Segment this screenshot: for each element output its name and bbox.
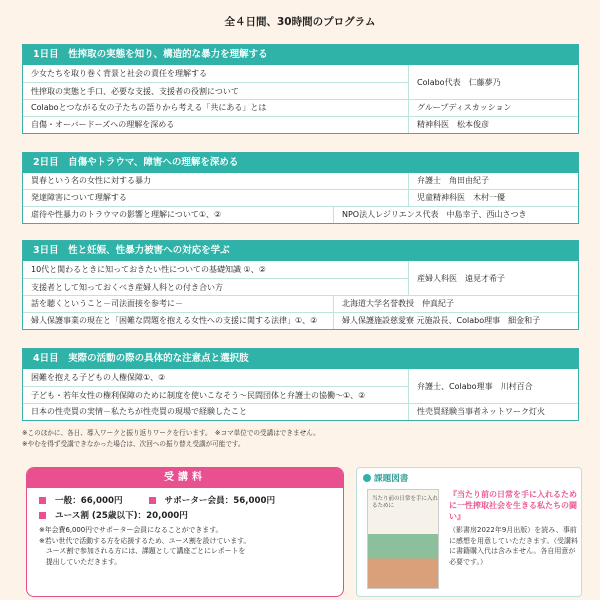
day-4-heading: 4日目 実際の活動の際の具体的な注意点と選択肢 — [23, 349, 578, 369]
day-3-topic-1: 10代と関わるときに知っておきたい性についての基礎知識 ①、② — [31, 265, 266, 274]
day-1-topic-2: 性搾取の実態と手口、必要な支援、支援者の役割について — [23, 82, 408, 99]
day-1-topic-3: Colaboとつながる女の子たちの語りから考える「共にある」とは — [31, 103, 267, 112]
day-4-topic-1: 困難を抱える子どもの人権保障①、② — [31, 373, 166, 382]
day-1-topic-1: 少女たちを取り巻く背景と社会の責任を理解する — [31, 69, 207, 78]
page-title: 全４日間、30時間のプログラム — [224, 16, 376, 28]
day-1-section — [22, 44, 579, 134]
fee-general: 一般：66,000円 — [55, 496, 123, 506]
book-heading: 課題図書 — [374, 474, 409, 484]
day-3-topic-2: 支援者として知っておくべき産婦人科との付き合い方 — [23, 278, 408, 295]
book-cover-image — [367, 489, 439, 589]
day-1-lecturer-4: 精神科医 松本俊彦 — [408, 117, 578, 133]
day-1-heading: 1日目 性搾取の実態を知り、構造的な暴力を理解する — [23, 45, 578, 65]
fee-supporter: サポーター会員：56,000円 — [164, 496, 276, 506]
fee-note-line: ユース割で参加される方には、課題として講座ごとにレポートを — [39, 547, 246, 555]
day-2-lecturer-3: NPO法人レジリエンス代表 中島幸子、西山さつき — [333, 207, 578, 223]
fee-notes — [39, 525, 331, 567]
day-1-lecturer-3: グループディスカッション — [408, 100, 578, 116]
book-description: （影書房2022年9月出版）を読み、事前に感想を用意していただきます。（受講料に書籍購入代は含みません。各自用意が必要です。） — [449, 526, 578, 566]
day-4-lecturer-group: 弁護士、Colabo理事 川村百合 — [408, 369, 578, 403]
day-3-heading: 3日目 性と妊娠、性暴力被害への対応を学ぶ — [23, 241, 578, 261]
day-4-lecturer-3: 性売買経験当事者ネットワーク灯火 — [408, 404, 578, 420]
program-notes — [22, 428, 320, 450]
day-2-topic-3: 虐待や性暴力のトラウマの影響と理解について①、② — [31, 210, 222, 219]
day-3-section — [22, 240, 579, 330]
note-line: ※やむを得ず受講できなかった場合は、次回への振り替え受講が可能です。 — [22, 440, 245, 448]
dot-icon — [363, 474, 371, 482]
day-4-topic-2: 子ども・若年女性の権利保障のために制度を使いこなそう～民間団体と弁護士の協働～①、② — [23, 386, 408, 403]
fee-note-line: 提出していただきます。 — [39, 557, 122, 566]
day-3-lecturer-group: 産婦人科医 遠見才希子 — [408, 261, 578, 295]
book-title: 『当たり前の日常を手に入れるために一性搾取社会を生きる私たちの闘い』 — [449, 490, 577, 521]
day-4-topic-3: 日本の性売買の実情－私たちが性売買の現場で経験したこと — [31, 407, 247, 416]
fee-box — [26, 467, 344, 597]
fee-youth: ユース割 (25歳以下)：20,000円 — [55, 511, 188, 521]
fee-heading: 受講料 — [27, 468, 343, 488]
day-2-lecturer-1: 弁護士 角田由紀子 — [408, 173, 578, 189]
book-cover-text: 当たり前の日常を手に入れるために — [372, 496, 439, 509]
day-3-lecturer-4: 婦人保護施設慈愛寮 元施設長、Colabo理事 細金和子 — [333, 313, 578, 329]
bullet-square-icon — [39, 497, 46, 504]
book-box — [356, 467, 582, 597]
day-2-heading: 2日目 自傷やトラウマ、障害への理解を深める — [23, 153, 578, 173]
day-2-lecturer-2: 児童精神科医 木村一優 — [408, 190, 578, 206]
fee-note-line: ※年会費6,000円でサポーター会員になることができます。 — [39, 526, 223, 534]
fee-note-line: ※若い世代で活動する方を応援するため、ユース割を設けています。 — [39, 536, 251, 545]
day-2-section — [22, 152, 579, 224]
day-3-topic-4: 婦人保護事業の現在と「困難な問題を抱える女性への支援に関する法律」①、② — [31, 316, 318, 325]
day-4-section — [22, 348, 579, 421]
bullet-square-icon — [39, 512, 46, 519]
day-3-lecturer-3: 北海道大学名誉教授 仲真紀子 — [333, 296, 578, 312]
bullet-square-icon — [149, 497, 156, 504]
note-line: ※このほかに、各日、導入ワークと振り返りワークを行います。 ※コマ単位での受講はできません。 — [22, 429, 320, 437]
day-3-topic-3: 話を聴くということ－司法面接を参考に－ — [31, 299, 183, 308]
book-heading-wrap — [363, 472, 408, 484]
day-2-topic-1: 買春という名の女性に対する暴力 — [31, 176, 151, 185]
day-1-topic-4: 自傷・オーバードーズへの理解を深める — [31, 120, 175, 129]
day-2-topic-2: 発達障害について理解する — [31, 193, 127, 202]
day-1-lecturer-group: Colabo代表 仁藤夢乃 — [408, 65, 578, 99]
